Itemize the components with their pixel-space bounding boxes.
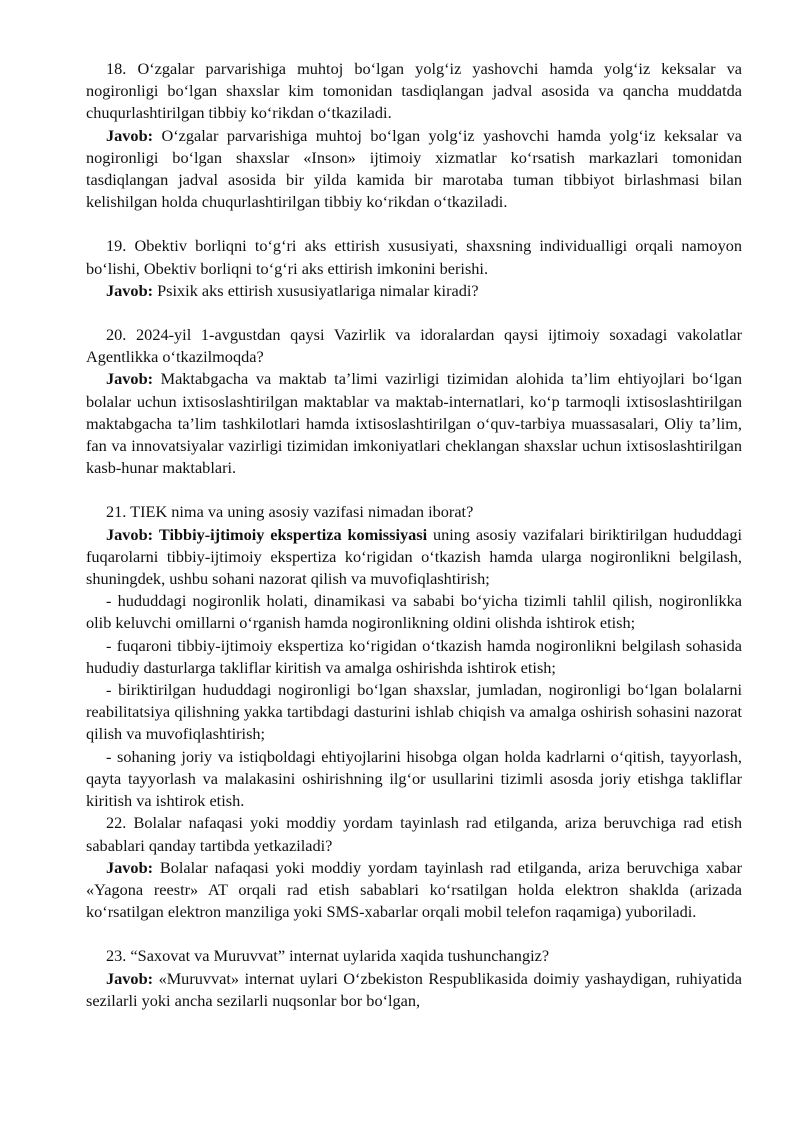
answer-label: Javob: (106, 524, 154, 544)
answer-18-text: O‘zgalar parvarishiga muhtoj bo‘lgan yolg‘iz yashovchi hamda yolg‘iz keksalar va nogironligi bo‘lgan shaxslar «Inson» ijtimoiy xizmatlar ko‘rsatish markazlari tomonidan tasdiqlangan jadval asosida bir yilda kamida bir marotaba tuman tibbiyot birlashmasi bilan kelishilgan holda chuqurlashtirilgan tibbiy ko‘rikdan o‘tkaziladi. (86, 125, 743, 212)
paragraph-gap (86, 213, 742, 235)
answer-label: Javob: (106, 968, 154, 988)
paragraph-gap (86, 923, 742, 945)
answer-19-text: Psixik aks ettirish xususiyatlariga nimalar kiradi? (157, 280, 479, 300)
answer-22-text: Bolalar nafaqasi yoki moddiy yordam tayinlash rad etilganda, ariza beruvchiga xabar «Yagona reestr» AT orqali rad etish sabablari ko‘rsatilgan holda elektron shaklda (arizada ko‘rsatilgan elektron manziliga yoki SMS-xabarlar orqali mobil telefon raqamiga) yuboriladi. (86, 857, 742, 922)
question-19: 19. Obektiv borliqni to‘g‘ri aks ettirish xususiyati, shaxsning individualligi orqali namoyon bo‘lishi, Obektiv borliqni to‘g‘ri aks ettirish imkonini berishi. (86, 236, 742, 278)
answer-label: Javob: (106, 857, 154, 877)
answer-23 (86, 968, 742, 1012)
question-22: 22. Bolalar nafaqasi yoki moddiy yordam tayinlash rad etilganda, ariza beruvchiga rad etish sabablari qanday tartibda yetkaziladi? (86, 813, 742, 855)
list-item: - sohaning joriy va istiqboldagi ehtiyojlarini hisobga olgan holda kadrlarni o‘qitish, tayyorlash, qayta tayyorlash va malakasini oshirishning ilg‘or usullarini tizimli asosda joriy etishga takliflar kiritish va ishtirok etish. (86, 746, 742, 811)
question-23: 23. “Saxovat va Muruvvat” internat uylarida xaqida tushunchangiz? (106, 946, 550, 966)
answer-18 (86, 125, 742, 214)
paragraph-gap (86, 479, 742, 501)
answer-23-text: «Muruvvat» internat uylari O‘zbekiston Respublikasida doimiy yashaydigan, ruhiyatida sezilarli yoki ancha sezilarli nuqsonlar bor bo‘lgan, (86, 968, 742, 1010)
document-page (86, 58, 742, 1012)
answer-label: Javob: (106, 280, 154, 300)
question-18: 18. O‘zgalar parvarishiga muhtoj bo‘lgan yolg‘iz yashovchi hamda yolg‘iz keksalar va nogironligi bo‘lgan shaxslar kim tomonidan tasdiqlangan jadval asosida va qancha muddatda chuqurlashtirilgan tibbiy ko‘rikdan o‘tkaziladi. (86, 59, 742, 123)
paragraph-gap (86, 302, 742, 324)
answer-label: Javob: (106, 369, 154, 389)
question-21: 21. TIEK nima va uning asosiy vazifasi nimadan iborat? (106, 502, 474, 522)
answer-20 (86, 368, 742, 479)
list-item: - hududdagi nogironlik holati, dinamikasi va sababi bo‘yicha tizimli tahlil qilish, nogironlikka olib keluvchi omillarni o‘rganish hamda nogironlikning oldini olishda ishtirok etish; (86, 591, 742, 633)
answer-20-text: Maktabgacha va maktab ta’limi vazirligi tizimidan alohida ta’lim ehtiyojlari bo‘lgan bolalar uchun ixtisoslashtirilgan maktablar va maktab-internatlari, ko‘p tarmoqli ixtisoslashtirilgan maktabgacha ta’lim tashkilotlari hamda ixtisoslashtirilgan o‘quv-tarbiya muassasalari, Oliy ta’lim, fan va innovatsiyalar vazirligi tizimidan imkoniyatlari cheklangan shaxslar uchun ixtisoslashtirilgan kasb-hunar maktablari. (86, 369, 742, 478)
answer-19 (86, 280, 742, 302)
question-20: 20. 2024-yil 1-avgustdan qaysi Vazirlik va idoralardan qaysi ijtimoiy soxadagi vakolatlar Agentlikka o‘tkazilmoqda? (86, 325, 742, 367)
list-item: - biriktirilgan hududdagi nogironligi bo‘lgan shaxslar, jumladan, nogironligi bo‘lgan bolalarni reabilitatsiya qilishning yakka tartibdagi dasturini ishlab chiqish va amalga oshirish sohasini nazorat qilish va muvofiqlashtirish; (86, 680, 742, 744)
answer-21 (86, 524, 742, 591)
answer-22 (86, 857, 742, 924)
answer-21-text: uning asosiy vazifalari biriktirilgan hududdagi fuqarolarni tibbiy-ijtimoiy ekspertiza ko‘rigidan o‘tkazish hamda ularga nogironlikni belgilash, shuningdek, ushbu sohani nazorat qilish va muvofiqlashtirish; (86, 524, 742, 589)
answer-21-term: Tibbiy-ijtimoiy ekspertiza komissiyasi (158, 524, 428, 544)
answer-label: Javob: (106, 125, 154, 145)
list-item: - fuqaroni tibbiy-ijtimoiy ekspertiza ko‘rigidan o‘tkazish hamda nogironlikni belgilash sohasida hududiy dasturlarga takliflar kiritish va amalga oshirishda ishtirok etish; (86, 635, 742, 677)
